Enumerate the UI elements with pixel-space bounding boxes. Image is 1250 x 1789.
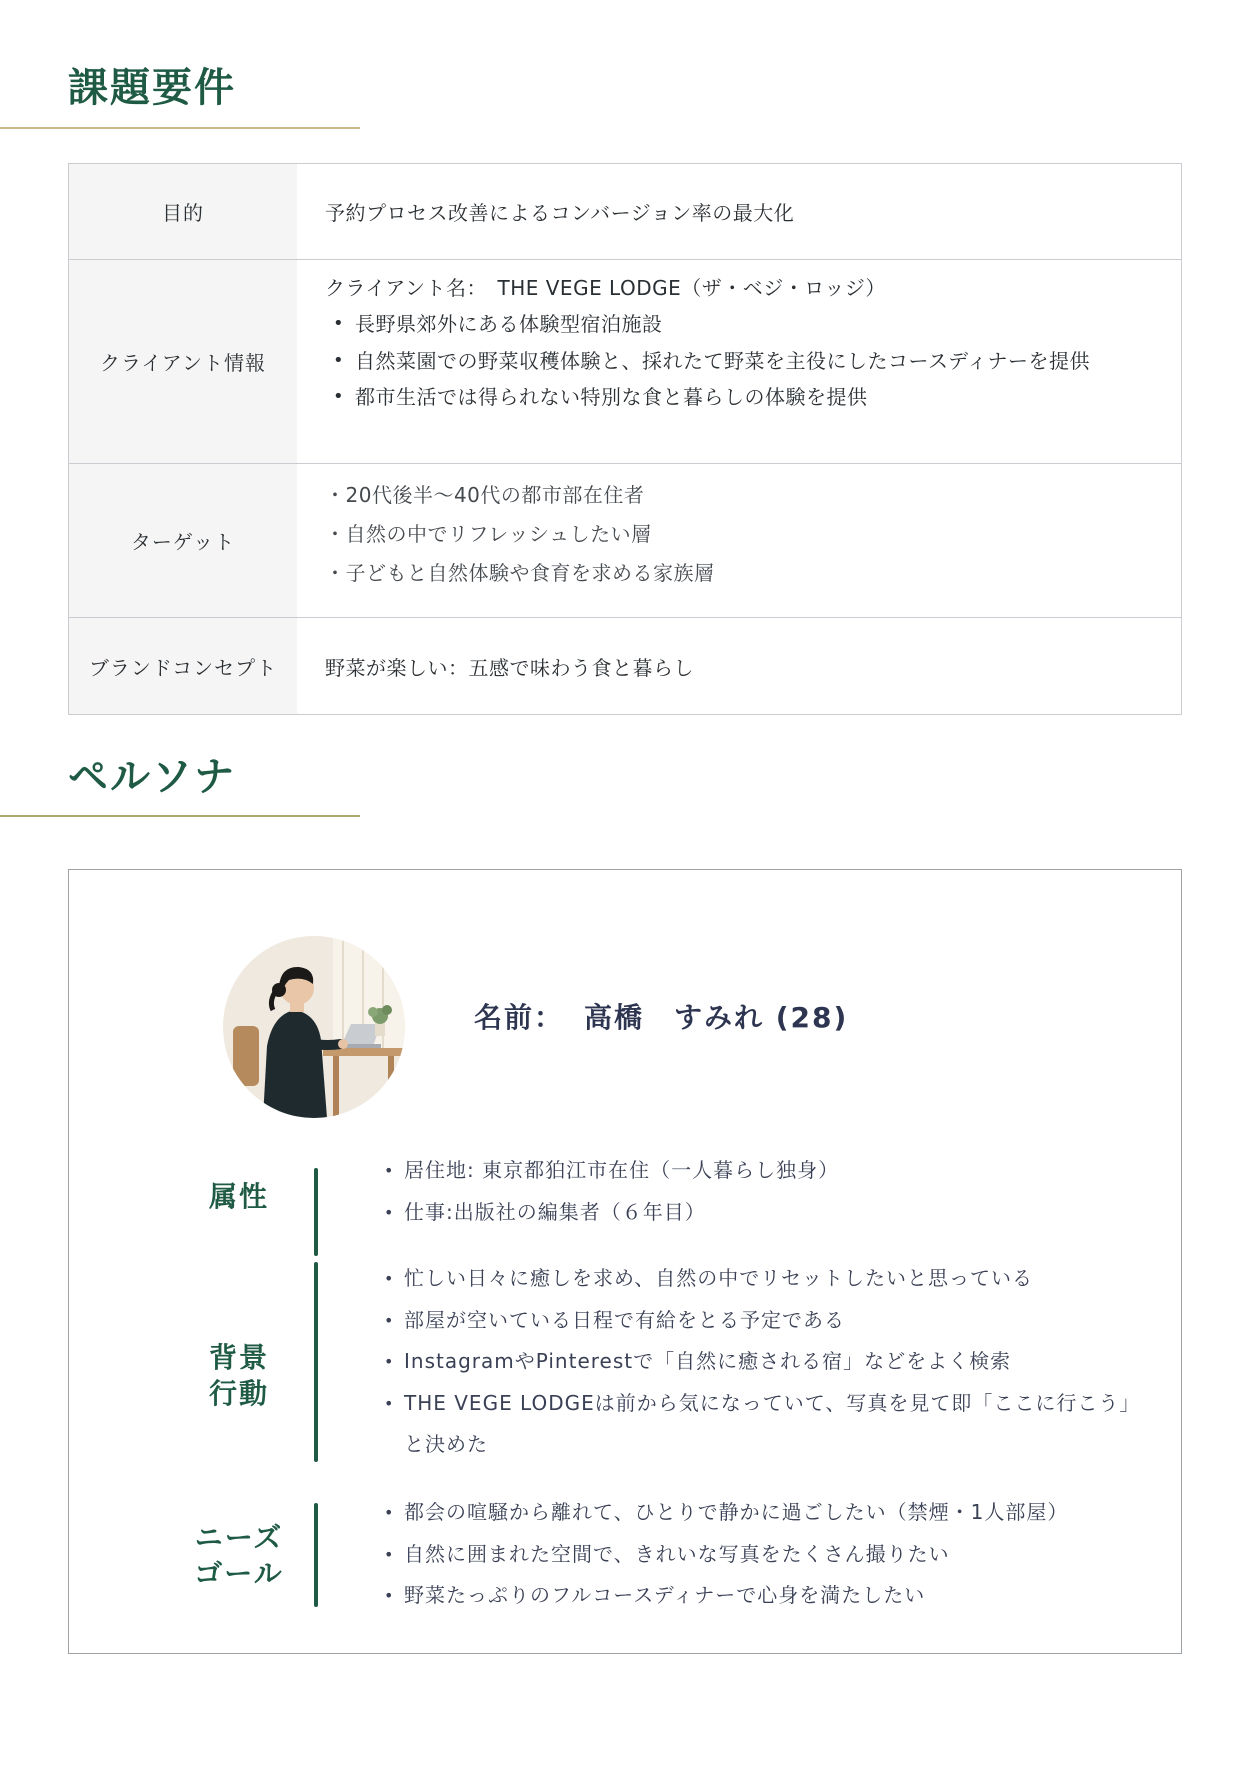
background-label-line1: 背景	[208, 1341, 269, 1374]
table-row-purpose	[69, 164, 1181, 260]
brand-text: 野菜が楽しい：五感で味わう食と暮らし	[325, 655, 694, 680]
list-item: • InstagramやPinterestで「自然に癒される宿」などをよく検索	[384, 1341, 1144, 1383]
needs-divider	[314, 1503, 318, 1607]
target-list	[325, 476, 1181, 593]
client-label: クライアント情報	[69, 260, 297, 463]
table-row-target	[69, 464, 1181, 618]
persona-heading: ペルソナ	[68, 754, 236, 800]
needs-label-line2: ゴール	[194, 1557, 284, 1590]
attributes-divider	[314, 1168, 318, 1256]
list-item: • 部屋が空いている日程で有給をとる予定である	[384, 1300, 1144, 1342]
table-row-client	[69, 260, 1181, 464]
background-label-line2: 行動	[208, 1377, 269, 1410]
persona-photo-icon	[223, 936, 405, 1118]
attributes-label: 属性	[208, 1180, 269, 1213]
target-label: ターゲット	[69, 464, 297, 617]
attributes-list	[384, 1150, 839, 1233]
persona-card	[68, 869, 1182, 1654]
list-item: ・自然の中でリフレッシュしたい層	[325, 522, 652, 546]
list-item: • 野菜たっぷりのフルコースディナーで心身を満たしたい	[384, 1575, 1068, 1617]
needs-list	[384, 1492, 1068, 1617]
client-name: クライアント名： THE VEGE LODGE（ザ・ベジ・ロッジ）	[325, 276, 886, 300]
requirements-heading: 課題要件	[68, 65, 236, 111]
list-item: • 居住地: 東京都狛江市在住（一人暮らし独身）	[384, 1150, 839, 1192]
background-label	[154, 1340, 324, 1412]
persona-needs	[69, 1500, 1183, 1620]
target-content	[297, 464, 1181, 617]
list-item: • 仕事:出版社の編集者（６年目）	[384, 1192, 839, 1234]
background-list	[384, 1258, 1144, 1466]
persona-name-value: 高橋 すみれ (28)	[584, 1001, 849, 1034]
persona-name-label: 名前：	[474, 1001, 565, 1034]
list-item: • 長野県郊外にある体験型宿泊施設	[333, 306, 1181, 343]
list-item: • THE VEGE LODGEは前から気になっていて、写真を見て即「ここに行こう」と決めた	[384, 1383, 1144, 1466]
persona-attributes	[69, 1150, 1183, 1250]
list-item: • 都会の喧騒から離れて、ひとりで静かに過ごしたい（禁煙・1人部屋）	[384, 1492, 1068, 1534]
list-item: • 忙しい日々に癒しを求め、自然の中でリセットしたいと思っている	[384, 1258, 1144, 1300]
avatar	[223, 936, 405, 1118]
list-item: ・子どもと自然体験や食育を求める家族層	[325, 561, 715, 585]
list-item: • 自然に囲まれた空間で、きれいな写真をたくさん撮りたい	[384, 1534, 1068, 1576]
requirements-heading-rule	[0, 127, 360, 129]
brand-label: ブランドコンセプト	[69, 618, 297, 714]
requirements-table	[68, 163, 1182, 715]
table-row-brand	[69, 618, 1181, 714]
persona-background	[69, 1262, 1183, 1462]
list-item: ・20代後半〜40代の都市部在住者	[325, 483, 645, 507]
purpose-text: 予約プロセス改善によるコンバージョン率の最大化	[325, 201, 795, 225]
persona-name	[474, 996, 848, 1036]
needs-label	[154, 1520, 324, 1592]
list-item: • 自然菜園での野菜収穫体験と、採れたて野菜を主役にしたコースディナーを提供	[333, 343, 1181, 380]
list-item: • 都市生活では得られない特別な食と暮らしの体験を提供	[333, 379, 1181, 416]
client-content	[297, 260, 1181, 463]
client-info-list	[325, 306, 1181, 416]
persona-heading-rule	[0, 815, 360, 817]
background-divider	[314, 1262, 318, 1462]
needs-label-line1: ニーズ	[194, 1521, 284, 1554]
purpose-label: 目的	[69, 164, 297, 259]
